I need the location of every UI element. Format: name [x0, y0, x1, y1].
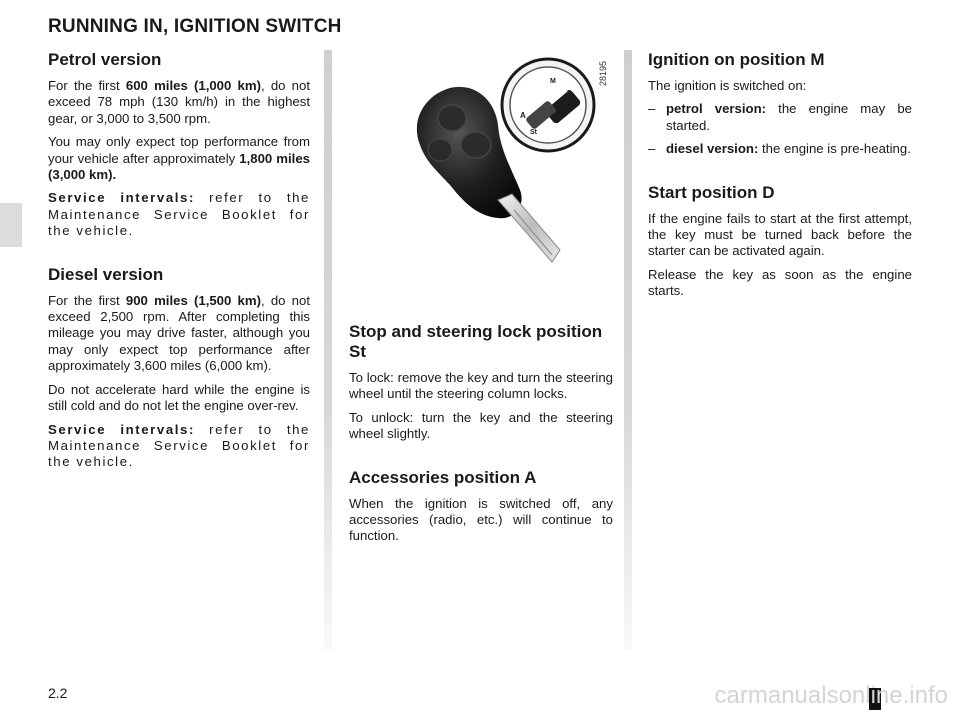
watermark: carmanualsonline.info	[714, 682, 948, 709]
switch-label-m: M	[550, 78, 556, 85]
ignition-heading: Ignition on position M	[648, 50, 825, 69]
petrol-paragraph-1: For the first 600 miles (1,000 km), do not exceed 78 mph (130 km/h) in the highest gear, or 3,000 to 3,500 rpm.	[48, 78, 310, 126]
column-left	[48, 50, 310, 478]
stop-heading: Stop and steering lock position St	[349, 322, 603, 361]
list-item: – diesel version: the engine is pre-heating.	[648, 141, 911, 157]
key-ignition-illustration	[380, 50, 616, 290]
section-tab	[0, 203, 22, 247]
stop-paragraph-2: To unlock: turn the key and the steering wheel slightly.	[349, 409, 613, 442]
list-item: – petrol version: the engine may be started.	[648, 101, 912, 133]
accessories-heading: Accessories position A	[349, 467, 537, 487]
accessories-paragraph-1: When the ignition is switched off, any accessories (radio, etc.) will continue to function.	[349, 495, 613, 544]
column-middle	[349, 322, 613, 552]
page-number: 2.2	[48, 685, 68, 701]
start-paragraph-1: If the engine fails to start at the first attempt, the key must be turned back before the starter can be activated again.	[648, 210, 912, 259]
diesel-paragraph-3: Service intervals: refer to the Maintenance Service Booklet for the vehicle.	[48, 421, 310, 470]
page-title: RUNNING IN, IGNITION SWITCH	[48, 16, 342, 37]
petrol-paragraph-3: Service intervals: refer to the Maintenance Service Booklet for the vehicle.	[48, 190, 310, 239]
diesel-paragraph-2: Do not accelerate hard while the engine is still cold and do not let the engine over-rev.	[48, 381, 310, 414]
figure-reference: 28195	[598, 60, 608, 86]
column-divider	[624, 50, 632, 650]
stop-paragraph-1: To lock: remove the key and turn the steering wheel until the steering column locks.	[349, 370, 613, 402]
column-divider	[324, 50, 332, 650]
key-icon	[380, 50, 616, 290]
petrol-paragraph-2: You may only expect top performance from your vehicle after approximately 1,800 miles (3,000 km).	[48, 134, 311, 183]
start-heading: Start position D	[648, 182, 775, 202]
switch-label-a: A	[520, 111, 526, 120]
switch-label-d: D	[567, 90, 573, 97]
column-right	[648, 50, 912, 307]
switch-label-st: St	[530, 129, 537, 136]
diesel-paragraph-1: For the first 900 miles (1,500 km), do not exceed 2,500 rpm. After completing this mileage you may drive faster, although you may only expect top performance after approximately 3,600 miles (6,000 km).	[48, 292, 310, 374]
start-paragraph-2: Release the key as soon as the engine starts.	[648, 266, 912, 299]
ignition-intro: The ignition is switched on:	[648, 78, 807, 93]
petrol-heading: Petrol version	[48, 50, 162, 69]
diesel-heading: Diesel version	[48, 264, 164, 284]
